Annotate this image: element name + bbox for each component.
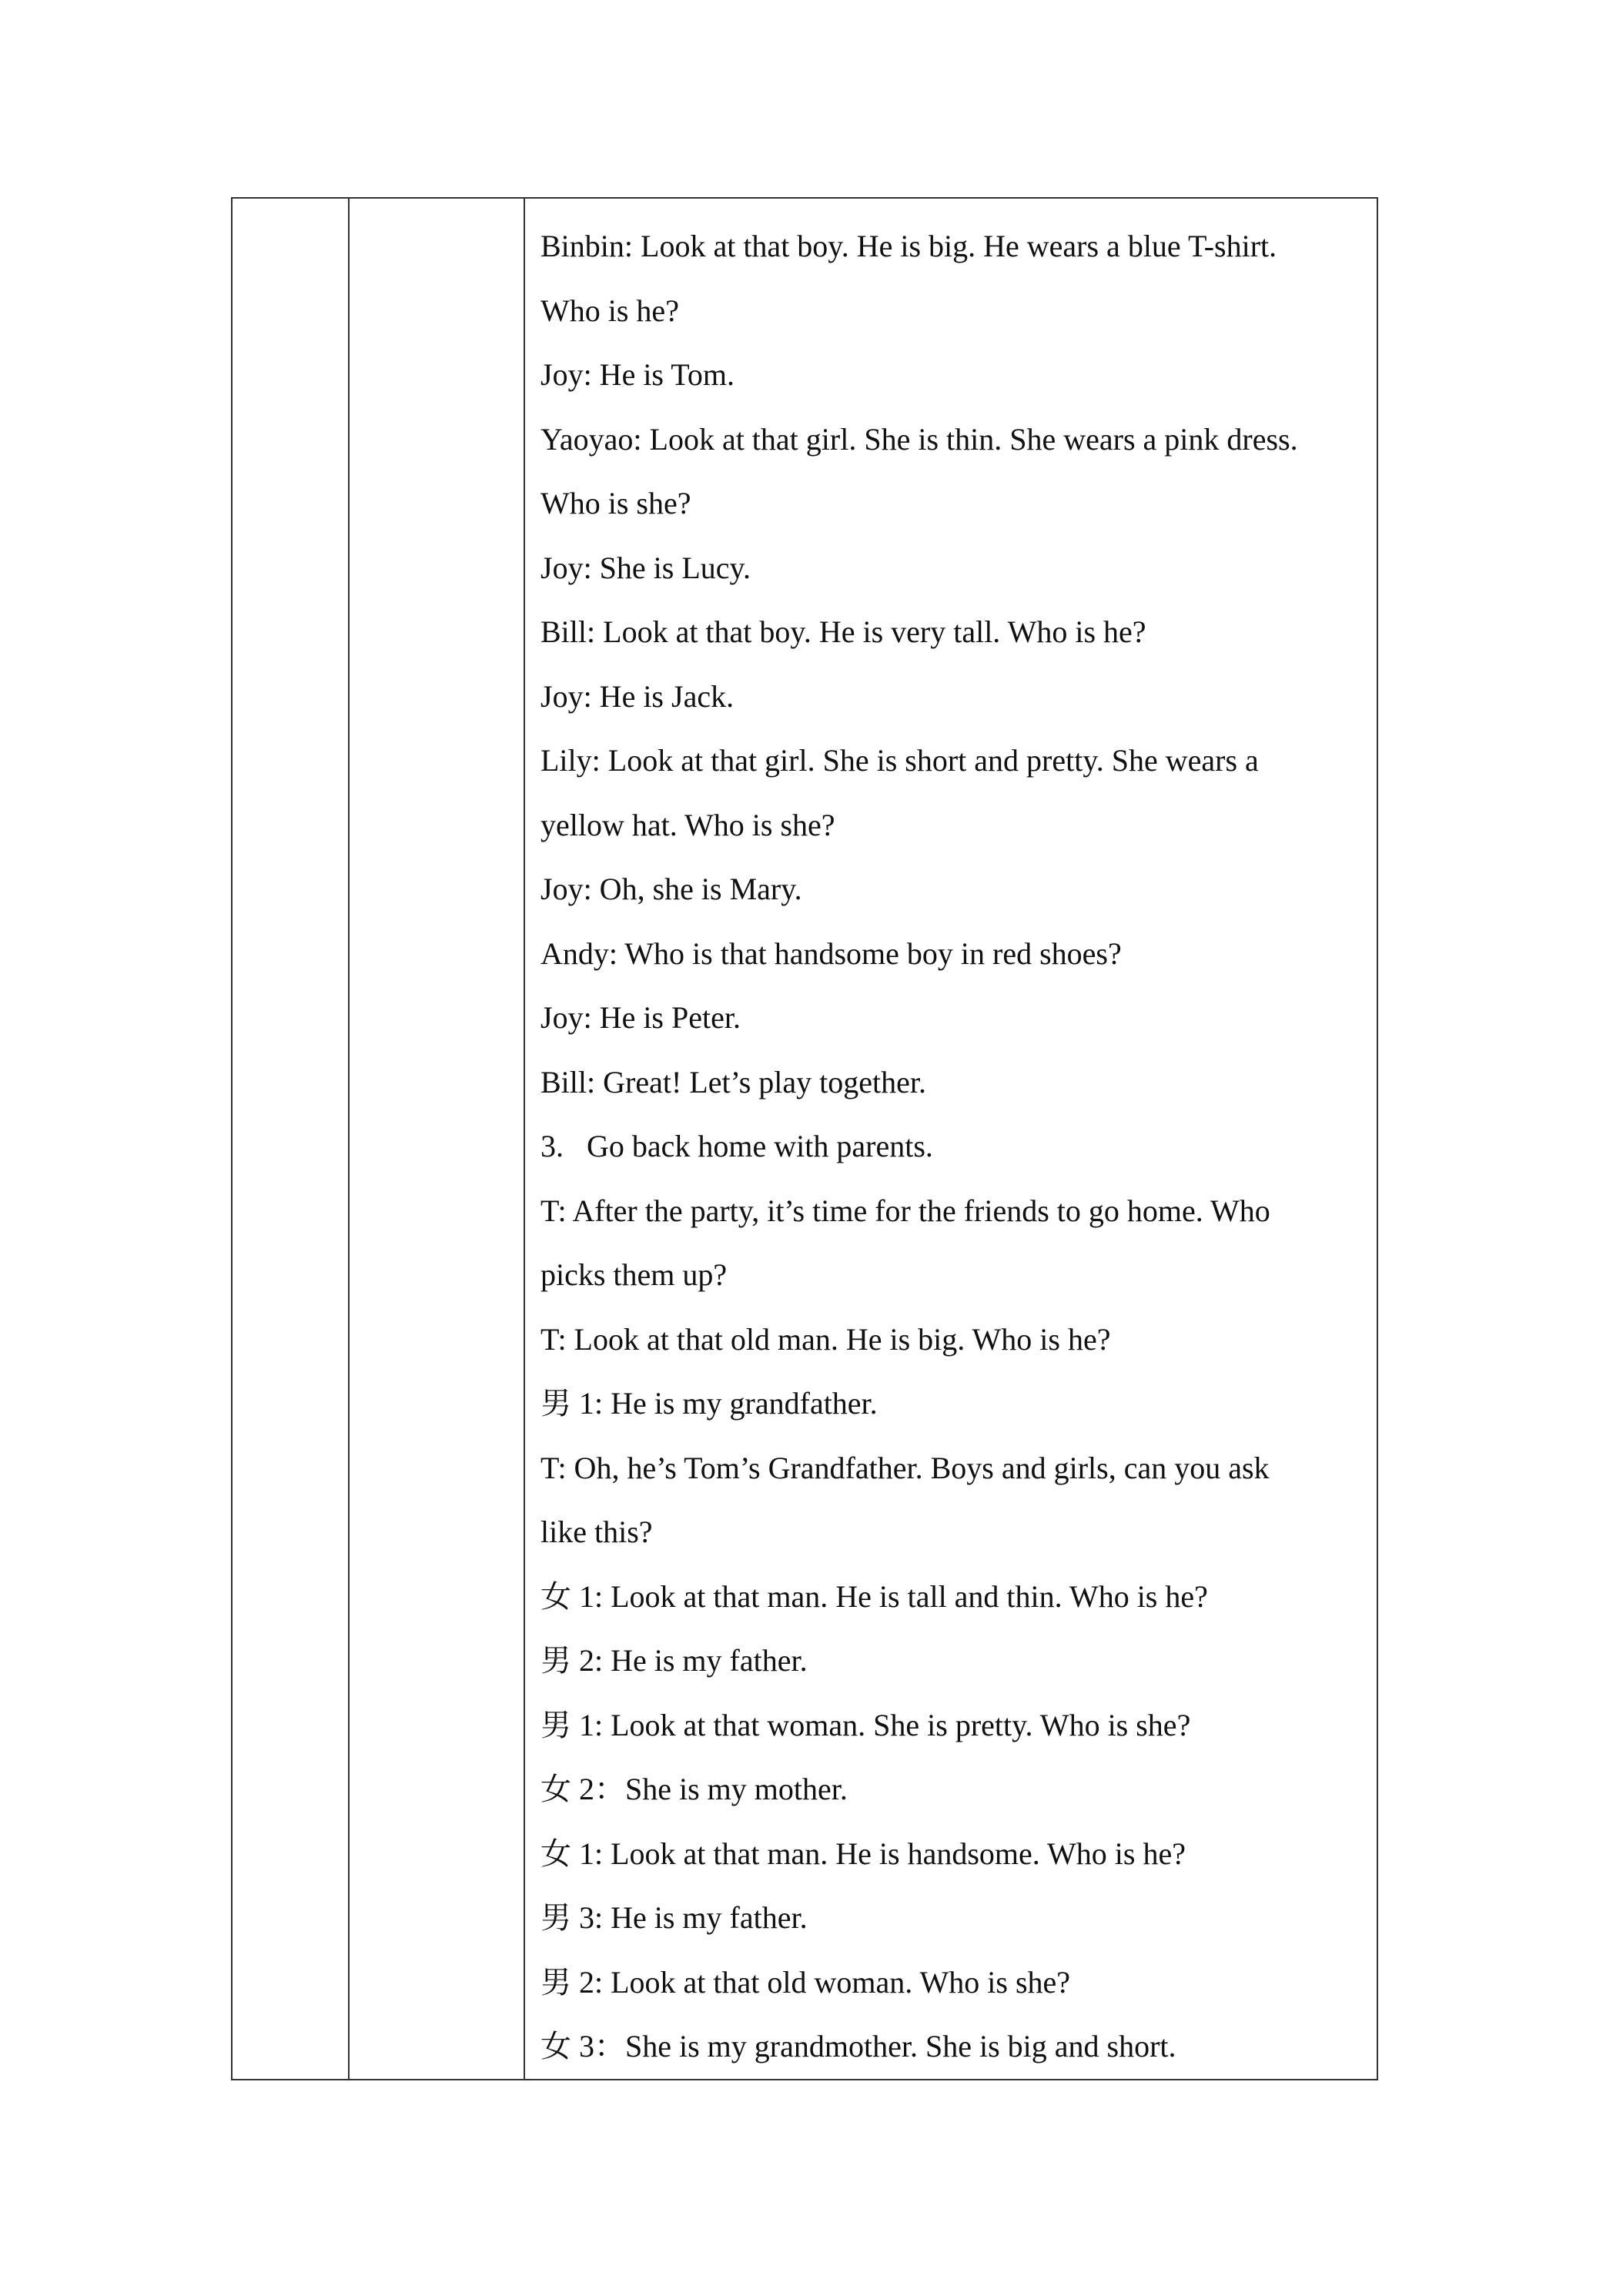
dialogue-line: Joy: He is Jack. (540, 678, 735, 714)
dialogue-line: 女 2：She is my mother. (540, 1772, 848, 1806)
dialogue-line: Lily: Look at that girl. She is short and pretty. She wears a (540, 743, 1259, 778)
lesson-plan-table (231, 197, 1378, 2080)
dialogue-line: Who is he? (540, 293, 679, 328)
dialogue-line: 男 1: He is my grandfather. (540, 1386, 878, 1421)
dialogue-line: T: After the party, it’s time for the friends to go home. Who (540, 1193, 1270, 1228)
dialogue-line: Joy: He is Tom. (540, 357, 735, 392)
dialogue-line: picks them up? (540, 1257, 728, 1292)
table-row (232, 198, 1377, 2080)
dialogue-line: Yaoyao: Look at that girl. She is thin. She wears a pink dress. (540, 421, 1298, 457)
dialogue-line: Bill: Look at that boy. He is very tall. Who is he? (540, 614, 1146, 649)
dialogue-line: Andy: Who is that handsome boy in red shoes? (540, 935, 1122, 971)
dialogue-content (525, 199, 1377, 2079)
dialogue-line: T: Look at that old man. He is big. Who is he? (540, 1321, 1111, 1357)
dialogue-line: 男 1: Look at that woman. She is pretty. Who is she? (540, 1707, 1191, 1742)
dialogue-line: Joy: Oh, she is Mary. (540, 872, 802, 906)
dialogue-line: T: Oh, he’s Tom’s Grandfather. Boys and girls, can you ask (540, 1450, 1270, 1485)
dialogue-line: Binbin: Look at that boy. He is big. He wears a blue T-shirt. (540, 229, 1277, 263)
dialogue-line: yellow hat. Who is she? (540, 807, 835, 842)
dialogue-line: like this? (540, 1514, 653, 1549)
table-cell-dialogue (524, 198, 1377, 2080)
dialogue-line: 女 3：She is my grandmother. She is big and short. (540, 2029, 1176, 2063)
dialogue-line: 男 2: He is my father. (540, 1643, 808, 1678)
dialogue-line: Who is she? (540, 486, 691, 520)
dialogue-line: Joy: She is Lucy. (540, 550, 751, 585)
step-heading: 3. Go back home with parents. (540, 1129, 933, 1163)
dialogue-line: Bill: Great! Let’s play together. (540, 1064, 926, 1099)
table-cell-column-2 (349, 198, 524, 2080)
dialogue-line: 男 3: He is my father. (540, 1900, 808, 1935)
dialogue-line: 女 1: Look at that man. He is tall and thin. Who is he? (540, 1578, 1208, 1614)
table-cell-column-1 (232, 198, 349, 2080)
dialogue-line: Joy: He is Peter. (540, 1000, 741, 1035)
dialogue-line: 女 1: Look at that man. He is handsome. Who is he? (540, 1836, 1186, 1871)
dialogue-line: 男 2: Look at that old woman. Who is she? (540, 1964, 1071, 2000)
